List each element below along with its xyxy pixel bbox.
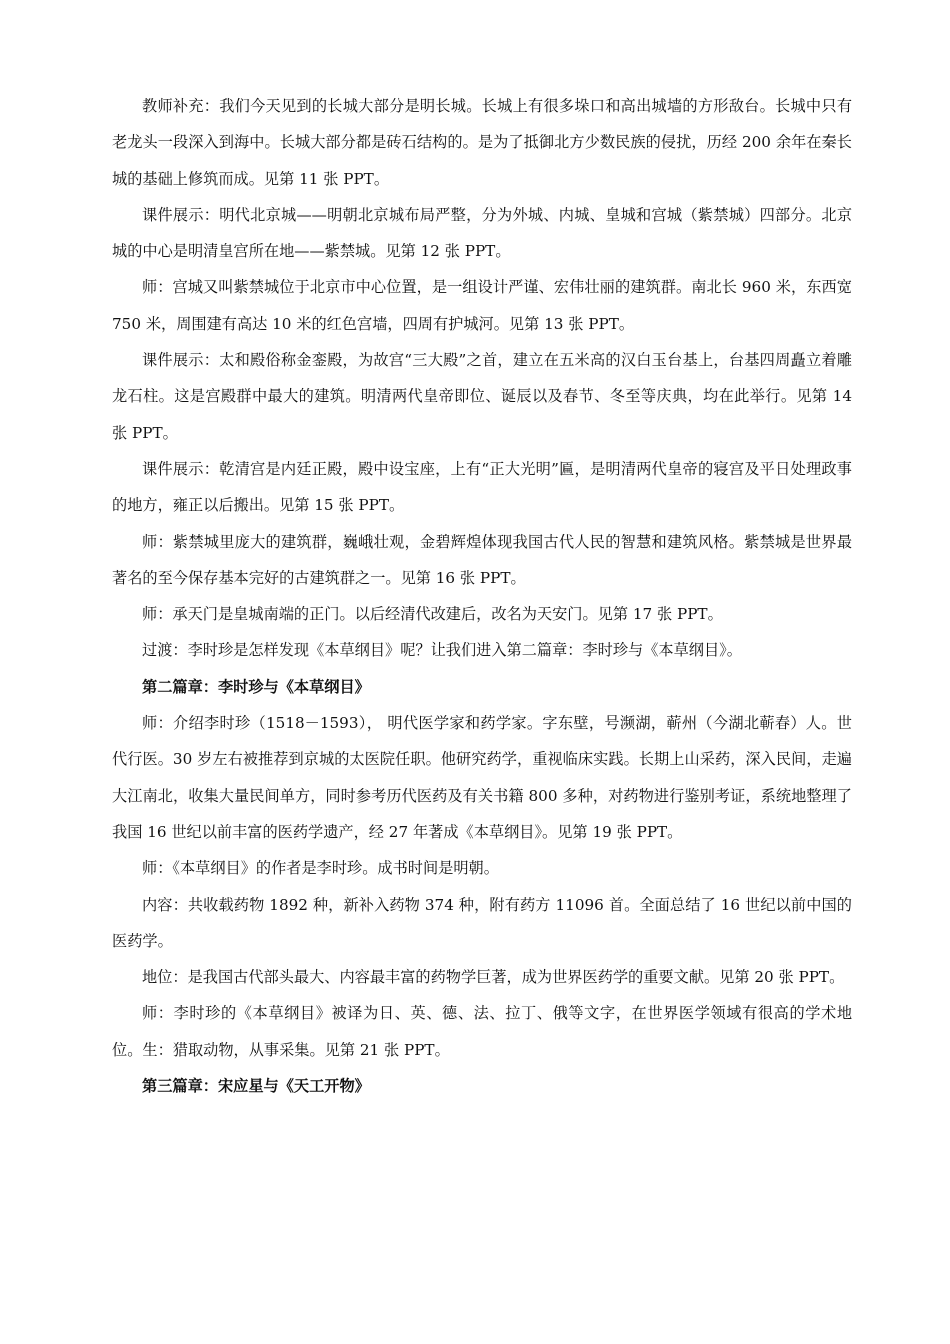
- paragraph-bencao-content: 内容：共收载药物 1892 种，新补入药物 374 种，附有药方 11096 首。全面总结了 16 世纪以前中国的医药学。: [112, 895, 852, 950]
- paragraph-bencao-author: 师：《本草纲目》的作者是李时珍。成书时间是明朝。: [142, 859, 499, 878]
- paragraph-bencao-translations: 师：李时珍的《本草纲目》被译为日、英、德、法、拉丁、俄等文字，在世界医学领域有很高的学术地位。生：猎取动物，从事采集。见第 21 张 PPT。: [112, 1004, 852, 1059]
- paragraph-qianqing-palace: 课件展示：乾清宫是内廷正殿，殿中设宝座，上有“正大光明”匾，是明清两代皇帝的寝宫及平日处理政事的地方，雍正以后搬出。见第 15 张 PPT。: [112, 459, 852, 515]
- paragraph-li-shizhen-intro: 师：介绍李时珍（1518－1593）， 明代医学家和药学家。字东壁，号濒湖，蕲州（今湖北蕲春）人。世代行医。30 岁左右被推荐到京城的太医院任职。他研究药学，重视临床实践。长期上山采药，深入民间，走遍大江南北，收集大量民间单方，同时参考历代医药及有关书籍 800 多种，对药物进行鉴别考证，系统地整理了我国 16 世纪以前丰富的医药学遗产，经 27 年著成《本草纲目》。见第 19 张 PPT。: [112, 714, 852, 841]
- paragraph-beijing-city: 课件展示：明代北京城——明朝北京城布局严整，分为外城、内城、皇城和宫城（紫禁城）四部分。北京城的中心是明清皇宫所在地——紫禁城。见第 12 张 PPT。: [112, 205, 852, 261]
- paragraph-forbidden-city: 师：宫城又叫紫禁城位于北京市中心位置，是一组设计严谨、宏伟壮丽的建筑群。南北长 960 米，东西宽 750 米，周围建有高达 10 米的红色宫墙，四周有护城河。见第 13 张 PPT。: [112, 278, 852, 333]
- document-page: [112, 88, 852, 1104]
- paragraph-transition: 过渡：李时珍是怎样发现《本草纲目》呢？让我们进入第二篇章：李时珍与《本草纲目》。: [142, 641, 742, 660]
- heading-chapter-two: 第二篇章：李时珍与《本草纲目》: [142, 677, 370, 696]
- paragraph-taihe-hall: 课件展示：太和殿俗称金銮殿，为故宫“三大殿”之首，建立在五米高的汉白玉台基上，台基四周矗立着雕龙石柱。这是宫殿群中最大的建筑。明清两代皇帝即位、诞辰以及春节、冬至等庆典，均在此举行。见第 14 张 PPT。: [112, 351, 852, 442]
- paragraph-chengtian-gate: 师：承天门是皇城南端的正门。以后经清代改建后，改名为天安门。见第 17 张 PPT。: [142, 605, 723, 624]
- paragraph-forbidden-city-summary: 师：紫禁城里庞大的建筑群，巍峨壮观，金碧辉煌体现我国古代人民的智慧和建筑风格。紫禁城是世界最著名的至今保存基本完好的古建筑群之一。见第 16 张 PPT。: [112, 532, 852, 587]
- paragraph-great-wall: 教师补充：我们今天见到的长城大部分是明长城。长城上有很多垛口和高出城墙的方形敌台。长城中只有老龙头一段深入到海中。长城大部分都是砖石结构的。是为了抵御北方少数民族的侵扰，历经 200 余年在秦长城的基础上修筑而成。见第 11 张 PPT。: [112, 97, 852, 188]
- heading-chapter-three: 第三篇章：宋应星与《天工开物》: [142, 1077, 370, 1096]
- paragraph-bencao-status: 地位：是我国古代部头最大、内容最丰富的药物学巨著，成为世界医药学的重要文献。见第 20 张 PPT。: [142, 968, 845, 987]
